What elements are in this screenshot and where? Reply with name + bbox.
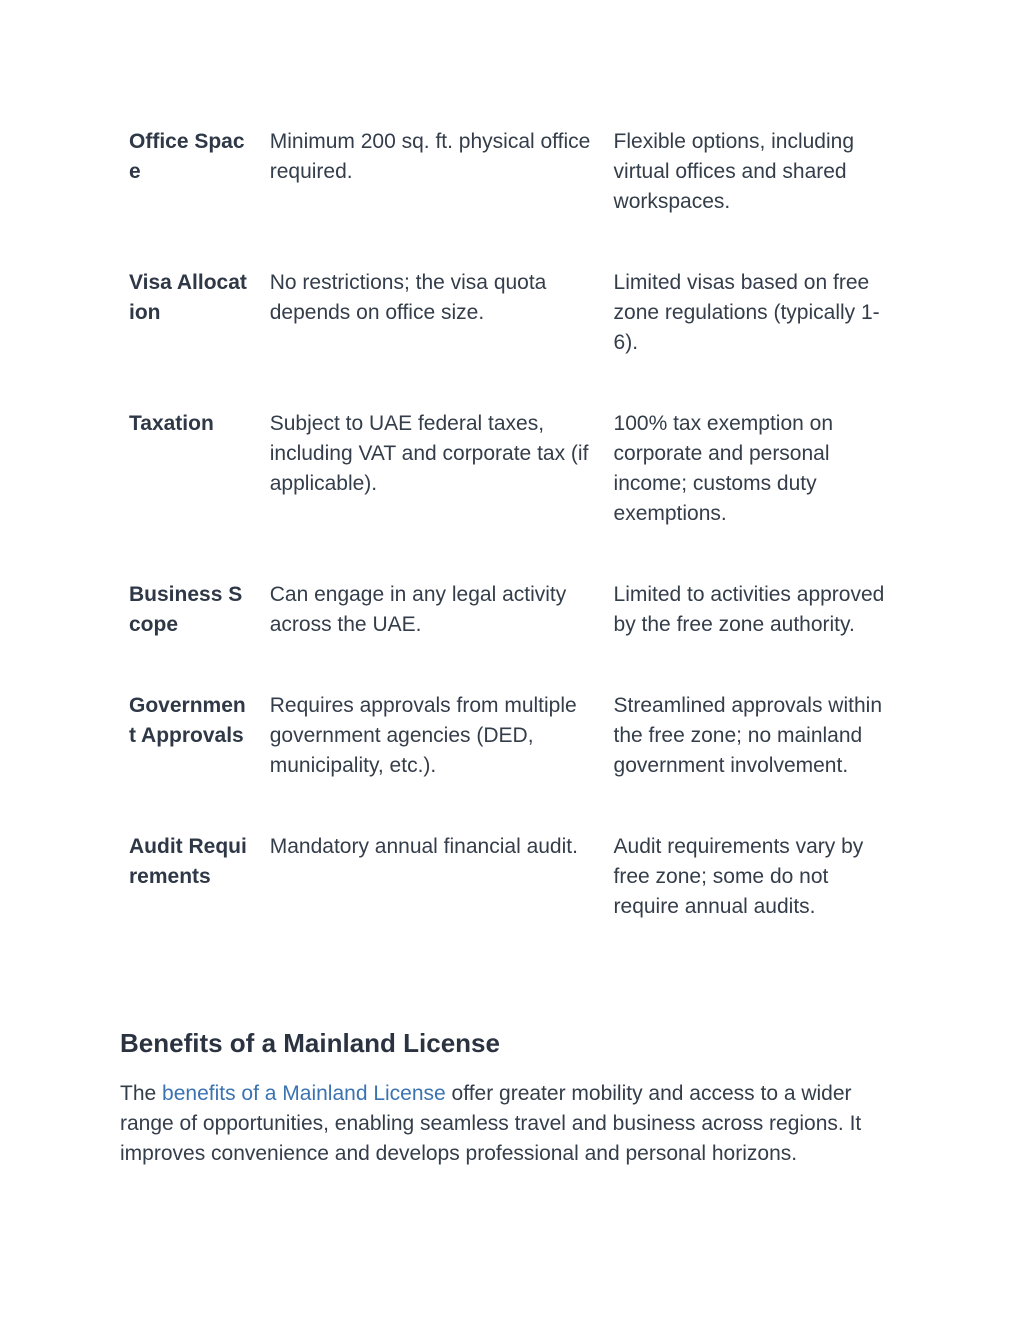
free-zone-cell: Streamlined approvals within the free zone; no mainland government involvement.: [613, 694, 882, 777]
row-label: Audit Requirements: [129, 835, 247, 888]
mainland-cell: Subject to UAE federal taxes, including VAT and corporate tax (if applicable).: [269, 412, 589, 495]
free-zone-cell: Audit requirements vary by free zone; some do not require annual audits.: [613, 835, 864, 918]
table-row: [120, 580, 900, 691]
comparison-table: [120, 127, 900, 922]
benefits-link[interactable]: benefits of a Mainland License: [162, 1082, 446, 1105]
mainland-cell: Requires approvals from multiple government agencies (DED, municipality, etc.).: [269, 694, 577, 777]
mainland-cell: Can engage in any legal activity across the UAE.: [269, 583, 567, 636]
section-heading: Benefits of a Mainland License: [120, 1028, 500, 1058]
free-zone-cell: Limited visas based on free zone regulations (typically 1-6).: [613, 271, 880, 354]
free-zone-cell: Flexible options, including virtual offices and shared workspaces.: [613, 130, 855, 213]
row-label: Government Approvals: [129, 694, 246, 747]
paragraph-text-end: offer greater mobility and access to a wider range of opportunities, enabling seamless travel and business across regions. It improves convenience and develops professional and personal horizons.: [120, 1082, 862, 1165]
mainland-cell: Mandatory annual financial audit.: [269, 835, 578, 858]
paragraph-text-start: The: [120, 1082, 163, 1105]
table-row: [120, 268, 900, 409]
row-label: Business Scope: [129, 583, 243, 636]
free-zone-cell: Limited to activities approved by the free zone authority.: [613, 583, 885, 636]
free-zone-cell: 100% tax exemption on corporate and personal income; customs duty exemptions.: [613, 412, 834, 525]
table-row: [120, 691, 900, 832]
table-row: [120, 832, 900, 922]
section-paragraph: [120, 1079, 905, 1169]
table-row: [120, 127, 900, 268]
row-label: Taxation: [129, 412, 214, 435]
table-row: [120, 409, 900, 580]
row-label: Office Space: [129, 130, 245, 183]
mainland-cell: Minimum 200 sq. ft. physical office required.: [269, 130, 591, 183]
mainland-cell: No restrictions; the visa quota depends on office size.: [269, 271, 547, 324]
row-label: Visa Allocation: [129, 271, 247, 324]
